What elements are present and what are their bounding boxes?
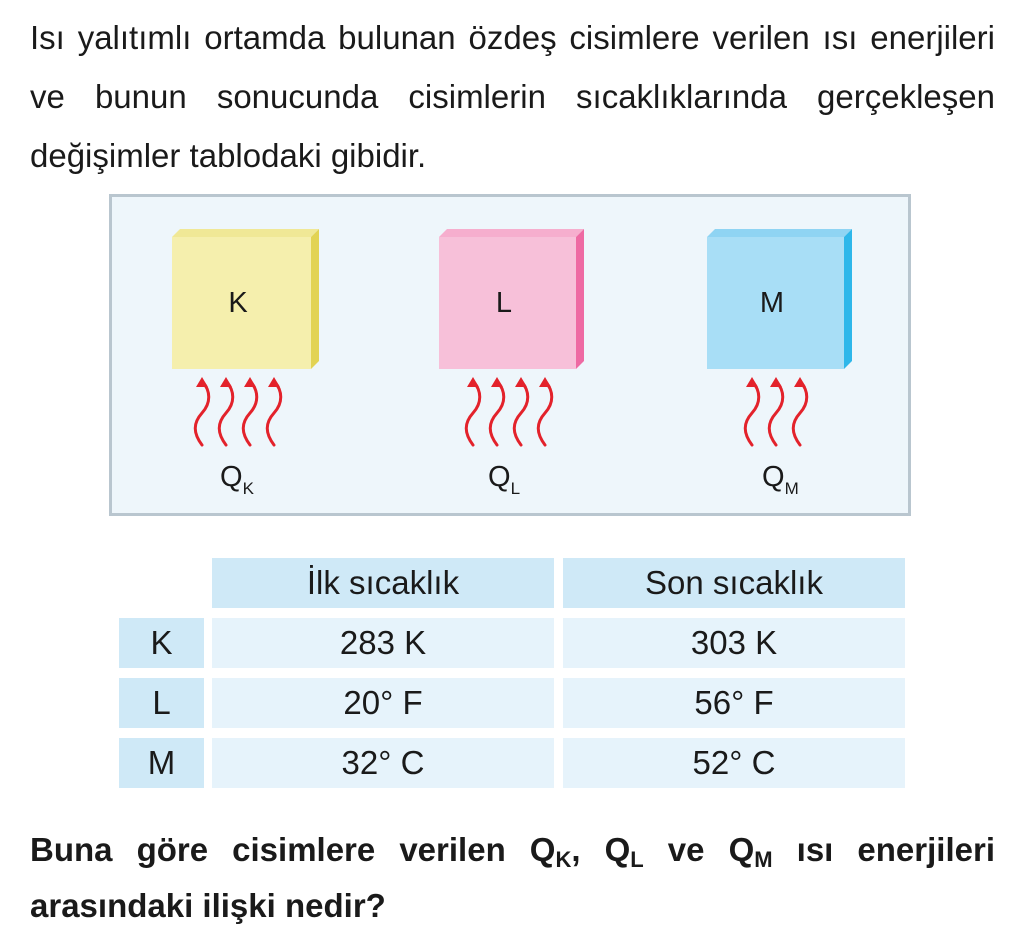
header-initial-temp: İlk sıcaklık bbox=[212, 558, 554, 608]
cell-m-initial: 32° C bbox=[212, 738, 554, 788]
heat-label-k: $Q_K$ bbox=[220, 461, 254, 498]
heat-arrows-l bbox=[466, 377, 552, 445]
row-label-l: L bbox=[119, 678, 204, 728]
row-label-m: M bbox=[119, 738, 204, 788]
question-text: Buna göre cisimlere verilen $Q_K$, $Q_L$ ve $Q_M$ ısı enerjileri arasındaki ilişki nedir? bbox=[30, 831, 996, 924]
header-final-temp: Son sıcaklık bbox=[563, 558, 905, 608]
heat-label-m: $Q_M$ bbox=[762, 461, 799, 498]
cell-m-final: 52° C bbox=[563, 738, 905, 788]
block-m-top bbox=[707, 229, 852, 237]
heat-label-l: $Q_L$ bbox=[488, 461, 521, 498]
block-l-side bbox=[576, 229, 584, 369]
heat-arrows-k bbox=[195, 377, 281, 445]
row-label-k: K bbox=[119, 618, 204, 668]
cell-k-initial: 283 K bbox=[212, 618, 554, 668]
block-m bbox=[707, 229, 852, 369]
block-l-top bbox=[439, 229, 584, 237]
block-m-side bbox=[844, 229, 852, 369]
blocks-diagram bbox=[112, 197, 908, 513]
cell-l-final: 56° F bbox=[563, 678, 905, 728]
block-l bbox=[439, 229, 584, 369]
heat-arrows-m bbox=[745, 377, 807, 445]
cell-k-final: 303 K bbox=[563, 618, 905, 668]
intro-paragraph: Isı yalıtımlı ortamda bulunan özdeş cisimlere verilen ısı enerjileri ve bunun sonucunda cisimlerin sıcaklıklarında gerçekleşen değişimler tablodaki gibidir. bbox=[30, 19, 995, 174]
block-m-label: M bbox=[759, 287, 785, 319]
block-k-label: K bbox=[228, 287, 248, 319]
block-k-top bbox=[172, 229, 319, 237]
block-k bbox=[172, 229, 319, 369]
cell-l-initial: 20° F bbox=[212, 678, 554, 728]
block-l-label: L bbox=[495, 287, 513, 319]
block-k-side bbox=[311, 229, 319, 369]
heat-figure bbox=[109, 194, 911, 516]
